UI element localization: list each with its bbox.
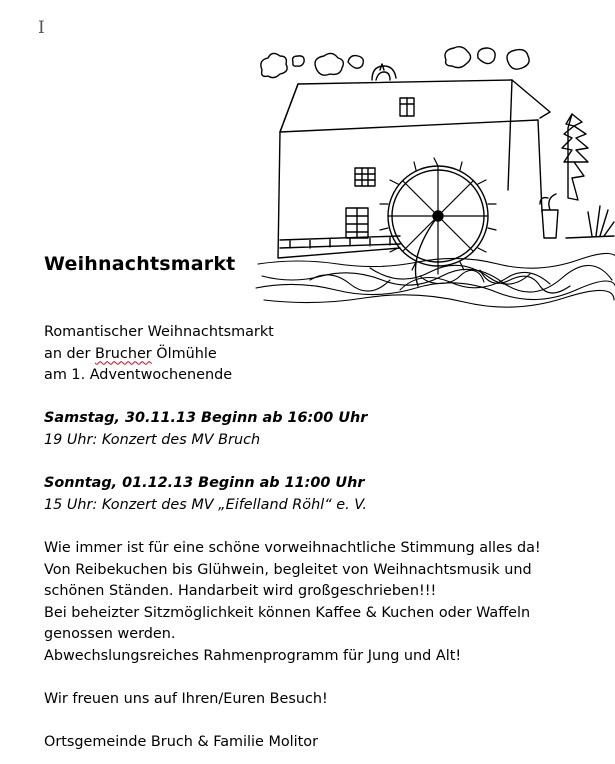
description-line: Abwechslungsreiches Rahmenprogramm für Jung und Alt! bbox=[44, 647, 462, 664]
day1-heading: Samstag, 30.11.13 Beginn ab 16:00 Uhr bbox=[44, 410, 368, 427]
blank-line bbox=[44, 711, 604, 733]
intro-line: am 1. Adventwochenende bbox=[44, 367, 233, 384]
spellcheck-word[interactable]: Brucher bbox=[95, 345, 152, 362]
intro-line: Romantischer Weihnachtsmarkt bbox=[44, 324, 274, 340]
signature-line: Ortsgemeinde Bruch & Familie Molitor bbox=[44, 734, 319, 751]
intro-line bbox=[44, 344, 604, 366]
description-line: Bei beheizter Sitzmöglichkeit können Kaffee & Kuchen oder Waffeln bbox=[44, 604, 531, 621]
intro-line-prefix: an der bbox=[44, 345, 95, 362]
document-body bbox=[44, 322, 604, 754]
description-line: schönen Ständen. Handarbeit wird großgeschrieben!!! bbox=[44, 583, 437, 600]
page-title: Weihnachtsmarkt bbox=[44, 253, 236, 275]
blank-line bbox=[44, 387, 604, 409]
day1-detail: 19 Uhr: Konzert des MV Bruch bbox=[44, 431, 261, 448]
description-line: Wie immer ist für eine schöne vorweihnachtliche Stimmung alles da! bbox=[44, 539, 541, 556]
blank-line bbox=[44, 668, 604, 690]
description-line: genossen werden. bbox=[44, 626, 176, 643]
intro-line-suffix: Ölmühle bbox=[151, 345, 217, 362]
day2-heading: Sonntag, 01.12.13 Beginn ab 11:00 Uhr bbox=[44, 475, 365, 492]
day2-detail: 15 Uhr: Konzert des MV „Eifelland Röhl“ e. V. bbox=[44, 496, 367, 513]
closing-line: Wir freuen uns auf Ihren/Euren Besuch! bbox=[44, 691, 328, 708]
watermill-drawing-icon bbox=[250, 40, 615, 312]
description-line: Von Reibekuchen bis Glühwein, begleitet von Weihnachtsmusik und bbox=[44, 561, 532, 578]
blank-line bbox=[44, 452, 604, 474]
blank-line bbox=[44, 516, 604, 538]
text-cursor-icon: I bbox=[38, 18, 45, 38]
